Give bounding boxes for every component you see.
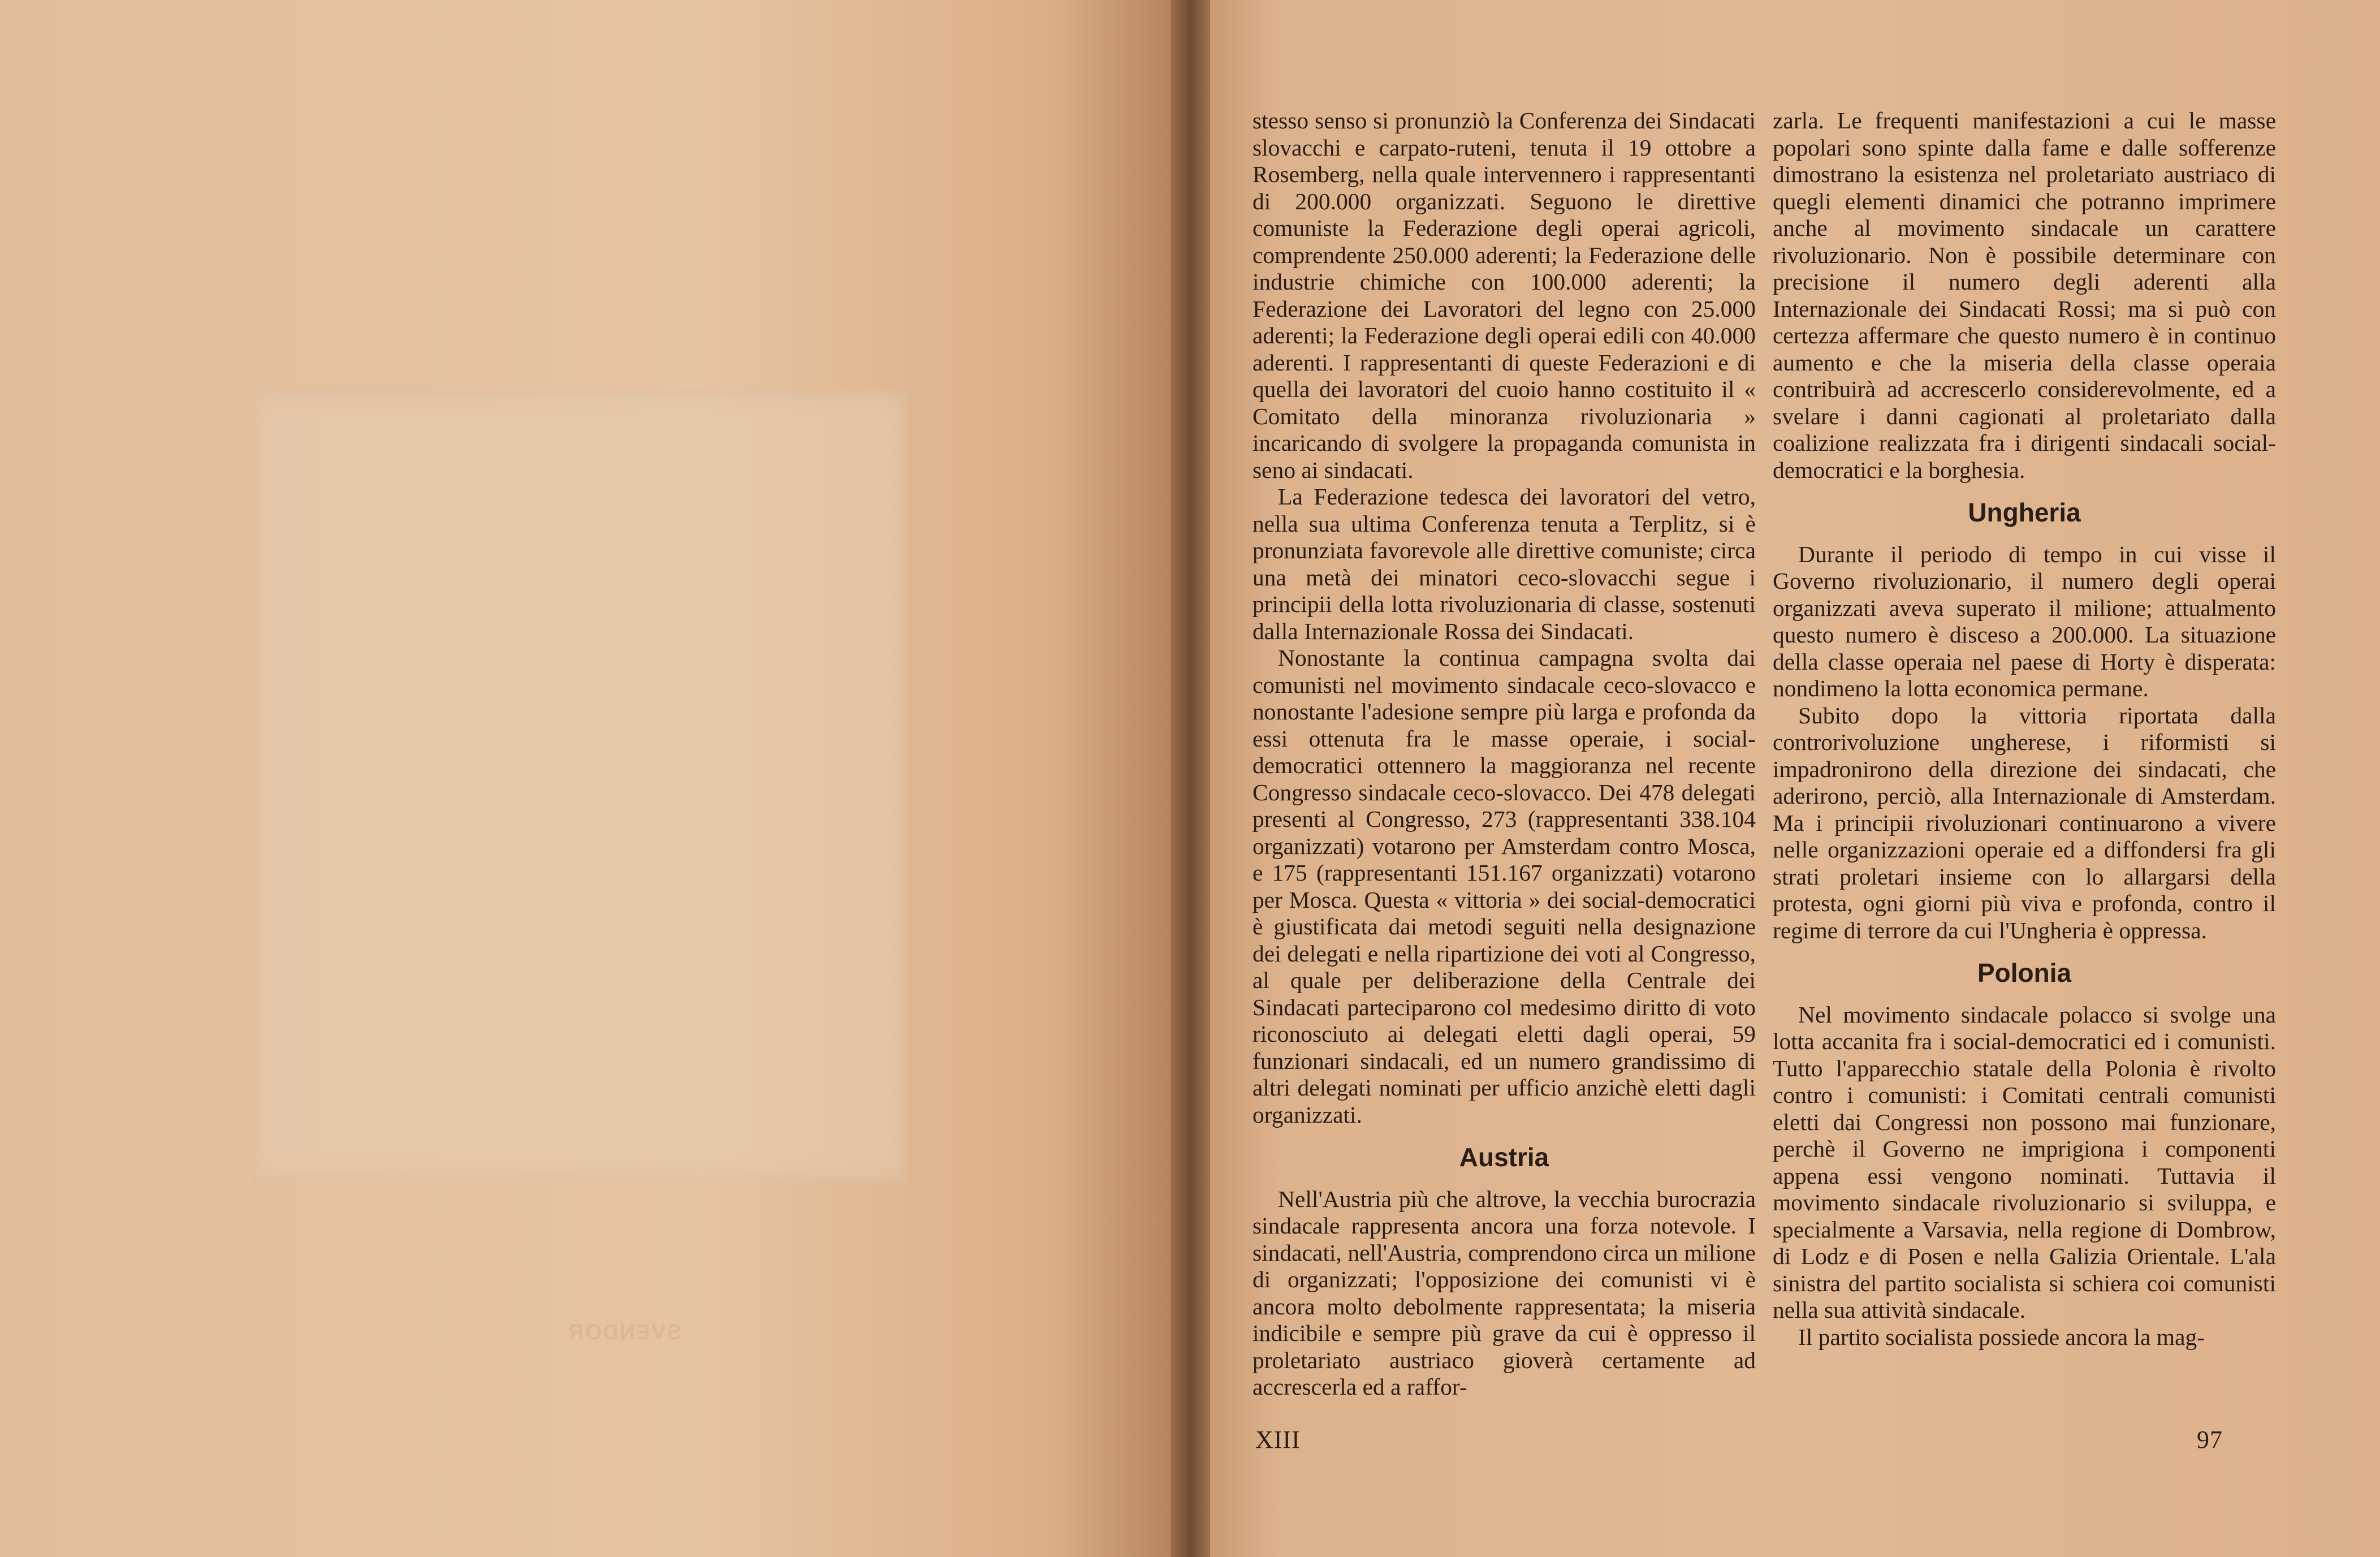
paragraph: Durante il periodo di tempo in cui visse il Governo rivoluzionario, il numero degli operai organizzati aveva superato il milione; attualmento questo numero è disceso a 200.000. La situazione della classe operaia nel paese di Horty è disperata: nondimeno la lotta economica permane. xyxy=(1773,541,2276,701)
text-column-left xyxy=(1252,107,1756,1401)
paragraph: La Federazione tedesca dei lavoratori del vetro, nella sua ultima Conferenza tenuta a Terplitz, si è pronunziata favorevole alle direttive comuniste; circa una metà dei minatori ceco-slovacchi segue i principii della lotta rivoluzionaria di classe, sostenuti dalla Internazionale Rossa dei Sindacati. xyxy=(1252,484,1756,644)
section-heading-austria: Austria xyxy=(1459,1142,1549,1172)
paragraph: zarla. Le frequenti manifestazioni a cui le masse popolari sono spinte dalla fame e dalle sofferenze dimostrano la esistenza nel proletariato austriaco di quegli elementi dinamici che potranno imprimere anche al movimento sindacale un carattere rivoluzionario. Non è possibile determinare con precisione il numero degli aderenti alla Internazionale dei Sindacati Rossi; ma si può con certezza affermare che questo numero è in continuo aumento e che la miseria della classe operaia contribuirà ad accrescerlo considerevolmente, ed a svelare i danni cagionati al proletariato dalla coalizione realizzata fra i dirigenti sindacali social-democratici e la borghesia. xyxy=(1773,107,2276,483)
book-gutter xyxy=(1170,0,1210,1557)
section-heading-ungheria: Ungheria xyxy=(1968,498,2081,527)
left-page xyxy=(0,0,1170,1557)
paragraph: Nonostante la continua campagna svolta dai comunisti nel movimento sindacale ceco-slovacco e nonostante l'adesione sempre più larga e profonda da essi ottenuta fra le masse operaie, i social-democratici ottennero la maggioranza nel recente Congresso sindacale ceco-slovacco. Dei 478 delegati presenti al Congresso, 273 (rappresentanti 338.104 organizzati) votarono per Amsterdam contro Mosca, e 175 (rappresentanti 151.167 organizzati) votarono per Mosca. Questa « vittoria » dei social-democratici è giustificata dai metodi seguiti nella designazione dei delegati e nella ripartizione dei voti al Congresso, al quale per deliberazione della Centrale dei Sindacati parteciparono col medesimo diritto di voto riconosciuto ai delegati eletti dagli operai, 59 funzionari sindacali, ed un numero grandissimo di altri delegati nominati per ufficio anzichè eletti dagli organizzati. xyxy=(1252,645,1756,1128)
blank-plate-area xyxy=(252,390,908,1182)
paragraph: Nell'Austria più che altrove, la vecchia burocrazia sindacale rappresenta ancora una forza notevole. I sindacati, nell'Austria, comprendono circa un milione di organizzati; l'opposizione dei comunisti vi è ancora molto debolmente rappresentata; la miseria indicibile e sempre più grave da cui è oppresso il proletariato austriaco gioverà certamente ad accrescerla ed a raffor- xyxy=(1252,1185,1756,1400)
show-through-text: SVENDOR xyxy=(567,1321,681,1344)
paragraph: Nel movimento sindacale polacco si svolge una lotta accanita fra i social-democratici ed i comunisti. Tutto l'apparecchio statale della Polonia è rivolto contro i comunisti: i Comitati centrali comunisti eletti dai Congressi non possono mai funzionare, perchè il Governo ne imprigiona i componenti appena essi vengono nominati. Tuttavia il movimento sindacale rivoluzionario si sviluppa, e specialmente a Varsavia, nella regione di Dombrow, di Lodz e di Posen e nella Galizia Orientale. L'ala sinistra del partito socialista si schiera coi comunisti nella sua attività sindacale. xyxy=(1773,1001,2276,1323)
paragraph: stesso senso si pronunziò la Conferenza dei Sindacati slovacchi e carpato-ruteni, tenuta il 19 ottobre a Rosemberg, nella quale intervennero i rappresentanti di 200.000 organizzati. Seguono le direttive comuniste la Federazione degli operai agricoli, comprendente 250.000 aderenti; la Federazione delle industrie chimiche con 100.000 aderenti; la Federazione dei Lavoratori del legno con 25.000 aderenti; la Federazione degli operai edili con 40.000 aderenti. I rappresentanti di queste Federazioni e di quella dei lavoratori del cuoio hanno costituito il « Comitato della minoranza rivoluzionaria » incaricando di svolgere la propaganda comunista in seno ai sindacati. xyxy=(1252,107,1756,483)
paragraph: Subito dopo la vittoria riportata dalla controrivoluzione ungherese, i riformisti si impadronirono della direzione dei sindacati, che aderirono, perciò, alla Internazionale di Amsterdam. Ma i principii rivoluzionari continuarono a vivere nelle organizzazioni operaie ed a diffondersi fra gli strati proletari insieme con lo allargarsi della protesta, ogni giorni più viva e profonda, contro il regime di terrore da cui l'Ungheria è oppressa. xyxy=(1773,702,2276,943)
page-number: 97 xyxy=(2197,1426,2223,1454)
right-page xyxy=(1210,0,2380,1557)
text-column-right xyxy=(1773,107,2276,1351)
section-heading-polonia: Polonia xyxy=(1977,958,2072,987)
paragraph: Il partito socialista possiede ancora la mag- xyxy=(1798,1323,2205,1350)
signature-mark: XIII xyxy=(1255,1426,1301,1454)
